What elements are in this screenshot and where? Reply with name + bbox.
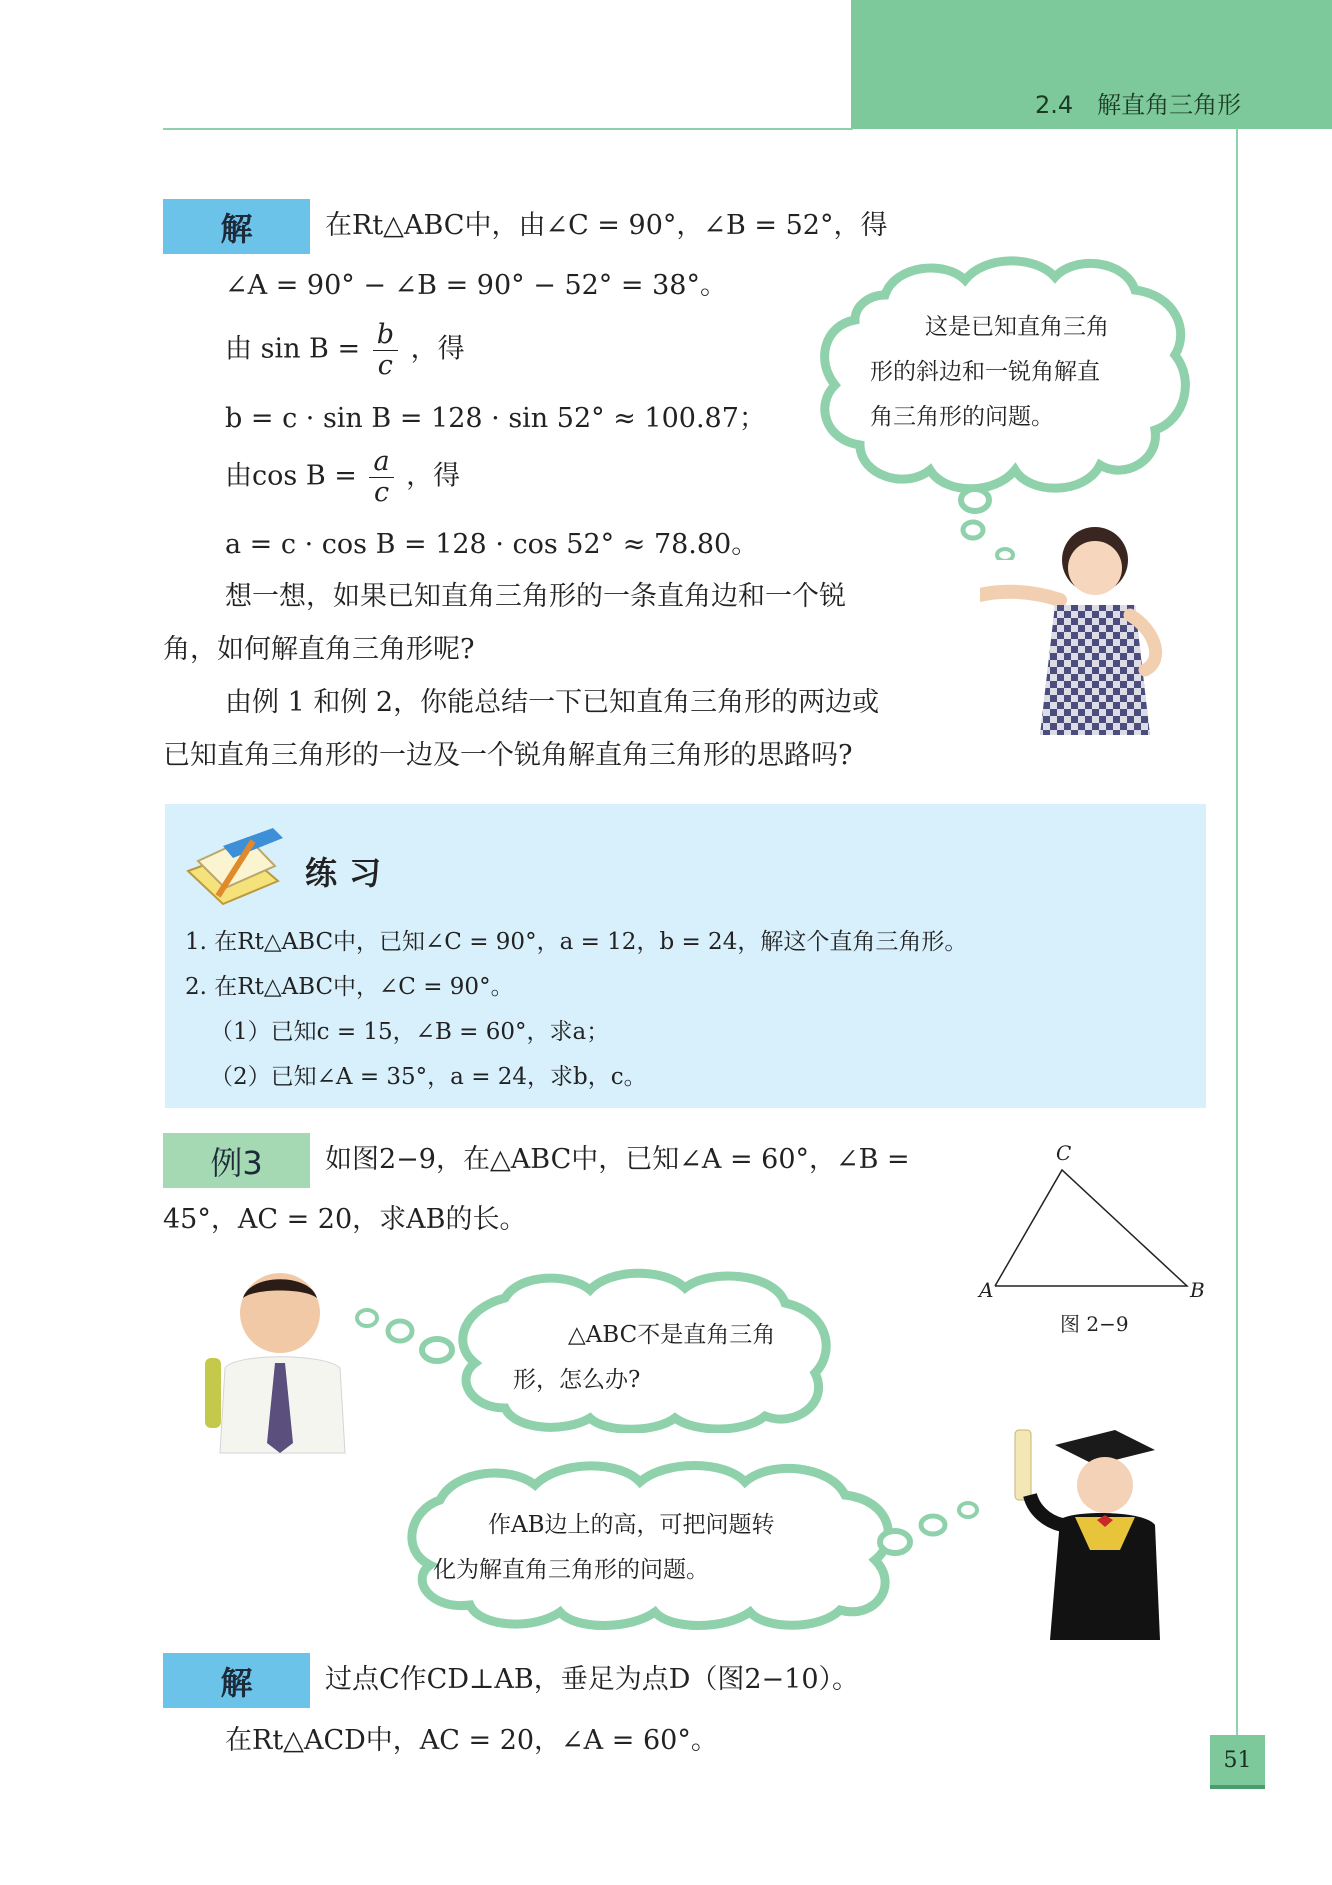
example3-line1: 如图2−9，在△ABC中，已知∠A = 60°，∠B =	[325, 1144, 910, 1175]
vertex-label-a: A	[979, 1278, 994, 1302]
vertex-label-c: C	[1056, 1141, 1072, 1165]
bubble3-text: 作AB边上的高，可把问题转 化为解直角三角形的问题。	[433, 1512, 775, 1583]
solution-tag: 解	[163, 199, 310, 254]
solution1-line2: ∠A = 90° − ∠B = 90° − 52° = 38°。	[225, 270, 727, 301]
practice-q2: 2. 在Rt△ABC中，∠C = 90°。	[185, 974, 514, 1000]
fraction-b-over-c: $\frac{b}{c}$	[373, 320, 398, 380]
header-rule	[163, 128, 853, 130]
boy-illustration	[205, 1268, 375, 1458]
solution1-line3: 由 sin B = $\frac{b}{c}$ ，得	[225, 319, 465, 381]
figure-caption: 图 2−9	[1060, 1312, 1129, 1336]
graduate-illustration	[1005, 1425, 1165, 1640]
practice-q2a: （1）已知c = 15，∠B = 60°，求a；	[210, 1019, 610, 1045]
page-number: 51	[1210, 1735, 1265, 1789]
think-p2-line2: 已知直角三角形的一边及一个锐角解直角三角形的思路吗?	[163, 740, 853, 771]
margin-rule	[1236, 128, 1238, 1778]
bubble2-text: △ABC不是直角三角 形，怎么办?	[513, 1322, 776, 1393]
solution1-line4: b = c · sin B = 128 · sin 52° ≈ 100.87；	[225, 403, 766, 434]
section-title: 2.4 解直角三角形	[1035, 91, 1242, 119]
solution2-tag: 解	[163, 1653, 310, 1708]
practice-q2b: （2）已知∠A = 35°，a = 24，求b，c。	[210, 1064, 647, 1090]
solution1-line6: a = c · cos B = 128 · cos 52° ≈ 78.80。	[225, 529, 759, 560]
example-tag: 例3	[163, 1133, 310, 1188]
solution1-line1: 在Rt△ABC中，由∠C = 90°，∠B = 52°，得	[325, 210, 888, 241]
solution2-line2: 在Rt△ACD中，AC = 20，∠A = 60°。	[225, 1725, 718, 1756]
solution1-line5: 由cos B = $\frac{a}{c}$ ，得	[225, 446, 461, 508]
fraction-a-over-c: $\frac{a}{c}$	[369, 447, 393, 507]
think-p1-line1: 想一想，如果已知直角三角形的一条直角边和一个锐	[225, 581, 846, 612]
triangle-figure	[975, 1140, 1215, 1290]
think-p2-line1: 由例 1 和例 2，你能总结一下已知直角三角形的两边或	[225, 687, 880, 718]
practice-q1: 1. 在Rt△ABC中，已知∠C = 90°，a = 12，b = 24，解这个直角三角形。	[185, 929, 968, 955]
notebook-pencil-icon	[183, 826, 288, 906]
girl-illustration	[980, 520, 1180, 740]
vertex-label-b: B	[1190, 1278, 1205, 1302]
bubble1-text: 这是已知直角三角 形的斜边和一锐角解直 角三角形的问题。	[870, 314, 1109, 430]
solution2-line1: 过点C作CD⊥AB，垂足为点D（图2−10）。	[325, 1664, 860, 1695]
think-p1-line2: 角，如何解直角三角形呢?	[163, 634, 475, 665]
practice-title: 练习	[305, 854, 394, 892]
example3-line2: 45°，AC = 20，求AB的长。	[163, 1204, 527, 1235]
